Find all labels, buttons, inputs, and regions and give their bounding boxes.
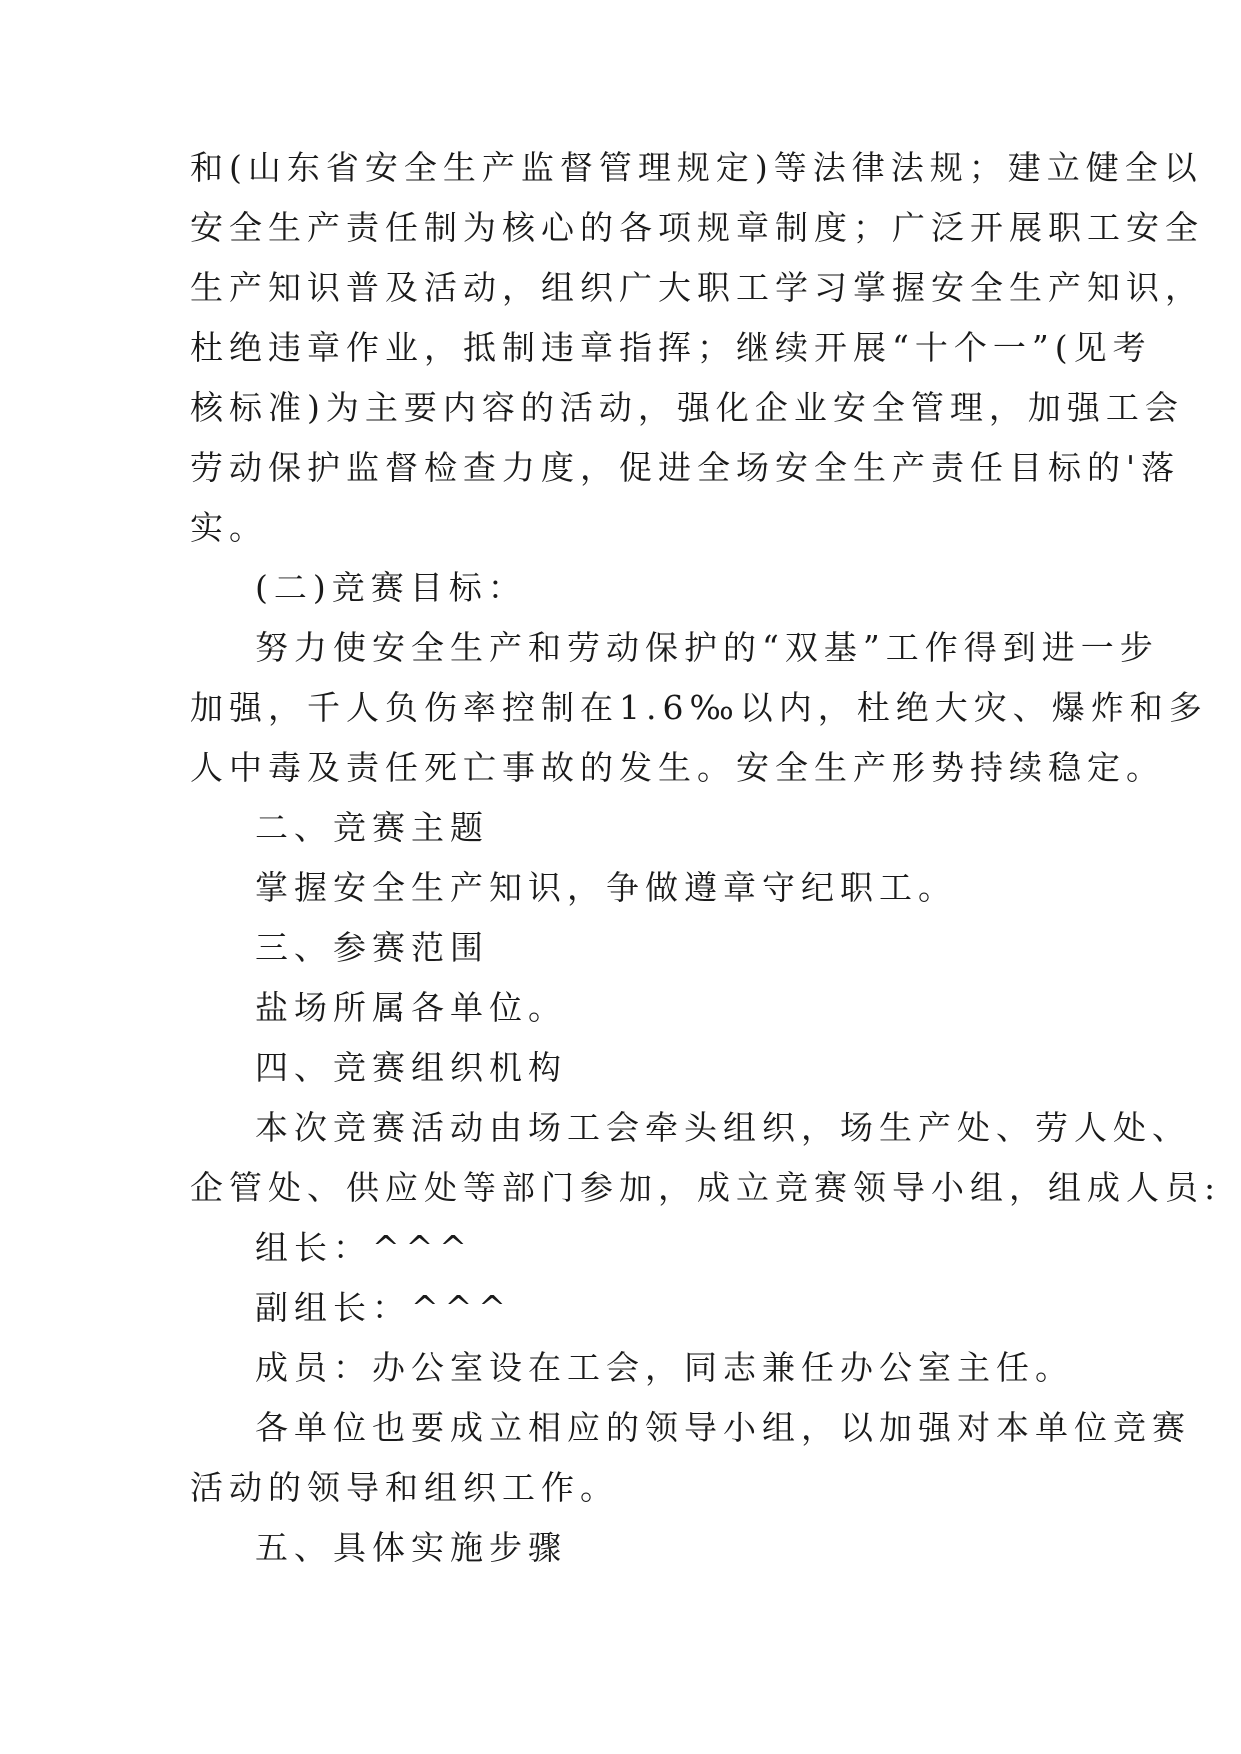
- text-line: 成员：办公室设在工会，同志兼任办公室主任。: [255, 1348, 1074, 1387]
- section-heading: 五、具体实施步骤: [255, 1528, 567, 1567]
- text-line: 人中毒及责任死亡事故的发生。安全生产形势持续稳定。: [190, 748, 1165, 787]
- text-line: 组长：^^^: [255, 1228, 473, 1267]
- text-line: 盐场所属各单位。: [255, 988, 567, 1027]
- section-heading: 四、竞赛组织机构: [255, 1048, 567, 1087]
- text-line: 各单位也要成立相应的领导小组，以加强对本单位竞赛: [255, 1408, 1191, 1447]
- text-line: 本次竞赛活动由场工会牵头组织，场生产处、劳人处、: [255, 1108, 1191, 1147]
- text-line: 和(山东省安全生产监督管理规定)等法律法规；建立健全以: [190, 148, 1203, 187]
- text-line: 努力使安全生产和劳动保护的“双基”工作得到进一步: [255, 628, 1159, 667]
- text-line: 劳动保护监督检查力度，促进全场安全生产责任目标的'落: [190, 448, 1181, 487]
- text-line: 生产知识普及活动，组织广大职工学习掌握安全生产知识，: [190, 268, 1204, 307]
- section-heading: (二)竞赛目标：: [255, 568, 527, 607]
- text-line: 活动的领导和组织工作。: [190, 1468, 619, 1507]
- text-line: 副组长：^^^: [255, 1288, 512, 1327]
- text-line: 加强，千人负伤率控制在1.6‰以内，杜绝大灾、爆炸和多: [190, 688, 1208, 727]
- text-line: 实。: [190, 508, 268, 547]
- text-line: 企管处、供应处等部门参加，成立竞赛领导小组，组成人员:: [190, 1168, 1222, 1207]
- text-line: 杜绝违章作业，抵制违章指挥；继续开展“十个一”(见考: [190, 328, 1152, 367]
- text-line: 核标准)为主要内容的活动，强化企业安全管理，加强工会: [190, 388, 1184, 427]
- section-heading: 三、参赛范围: [255, 928, 489, 967]
- text-line: 掌握安全生产知识，争做遵章守纪职工。: [255, 868, 957, 907]
- section-heading: 二、竞赛主题: [255, 808, 489, 847]
- text-line: 安全生产责任制为核心的各项规章制度；广泛开展职工安全: [190, 208, 1204, 247]
